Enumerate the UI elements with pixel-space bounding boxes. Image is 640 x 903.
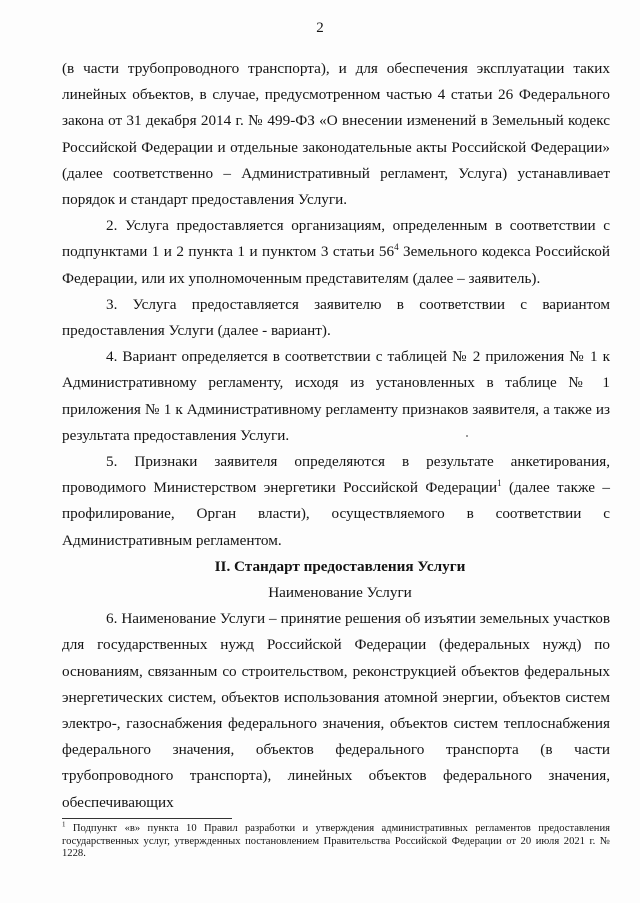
footnote	[62, 820, 610, 861]
document-body	[62, 56, 610, 816]
section-heading: II. Стандарт предоставления Услуги	[214, 557, 466, 575]
page-number: 2	[316, 20, 324, 36]
paragraph-2	[62, 213, 610, 292]
footnote-reference: 1	[497, 478, 502, 489]
paragraph-3: 3. Услуга предоставляется заявителю в соответствии с вариантом предоставления Услуги (далее - вариант).	[62, 295, 610, 340]
paragraph-5-text: 5. Признаки заявителя определяются в результате анкетирования, проводимого Министерством энергетики Российской Федерации	[62, 453, 610, 497]
paragraph-5	[62, 449, 610, 554]
footnote-separator	[62, 818, 232, 819]
paragraph-2-superscript: 4	[394, 242, 399, 253]
paragraph-6: 6. Наименование Услуги – принятие решения об изъятии земельных участков для государственных нужд Российской Федерации (федеральных нужд) по основаниям, связанным со строительством, реконструкцией объектов федеральных энергетических систем, объектов использования атомной энергии, объектов систем электро-, газоснабжения федерального значения, объектов систем теплоснабжения федерального значения, объектов федерального транспорта (в части трубопроводного транспорта), линейных объектов федерального значения, обеспечивающих	[62, 610, 610, 811]
scan-speck	[466, 435, 468, 437]
footnote-marker: 1	[62, 820, 66, 829]
paragraph-continuation: (в части трубопроводного транспорта), и для обеспечения эксплуатации таких линейных объектов, в случае, предусмотренном частью 4 статьи 26 Федерального закона от 31 декабря 2014 г. № 499-ФЗ «О внесении изменений в Земельный кодекс Российской Федерации и отдельные законодательные акты Российской Федерации» (далее соответственно – Административный регламент, Услуга) устанавливает порядок и стандарт предоставления Услуги.	[62, 60, 610, 209]
footnote-text: Подпункт «в» пункта 10 Правил разработки и утверждения административных регламентов предоставления государственных услуг, утвержденных постановлением Правительства Российской Федерации от 20 июля 2021 г. № 1228.	[62, 823, 610, 859]
paragraph-4: 4. Вариант определяется в соответствии с таблицей № 2 приложения № 1 к Административному регламенту, исходя из установленных в таблице № 1 приложения № 1 к Административному регламенту признаков заявителя, а также из результата предоставления Услуги.	[62, 348, 610, 444]
paragraph-5-text-end: (далее также – профилирование, Орган власти), осуществляемого в соответствии с Административным регламентом.	[62, 479, 610, 549]
paragraph-2-text: 2. Услуга предоставляется организациям, определенным в соответствии с подпунктами 1 и 2 пункта 1 и пунктом 3 статьи 56	[62, 217, 610, 261]
paragraph-2-text-end: Земельного кодекса Российской Федерации, или их уполномоченным представителям (далее – заявитель).	[62, 243, 610, 287]
subsection-heading: Наименование Услуги	[268, 584, 412, 602]
